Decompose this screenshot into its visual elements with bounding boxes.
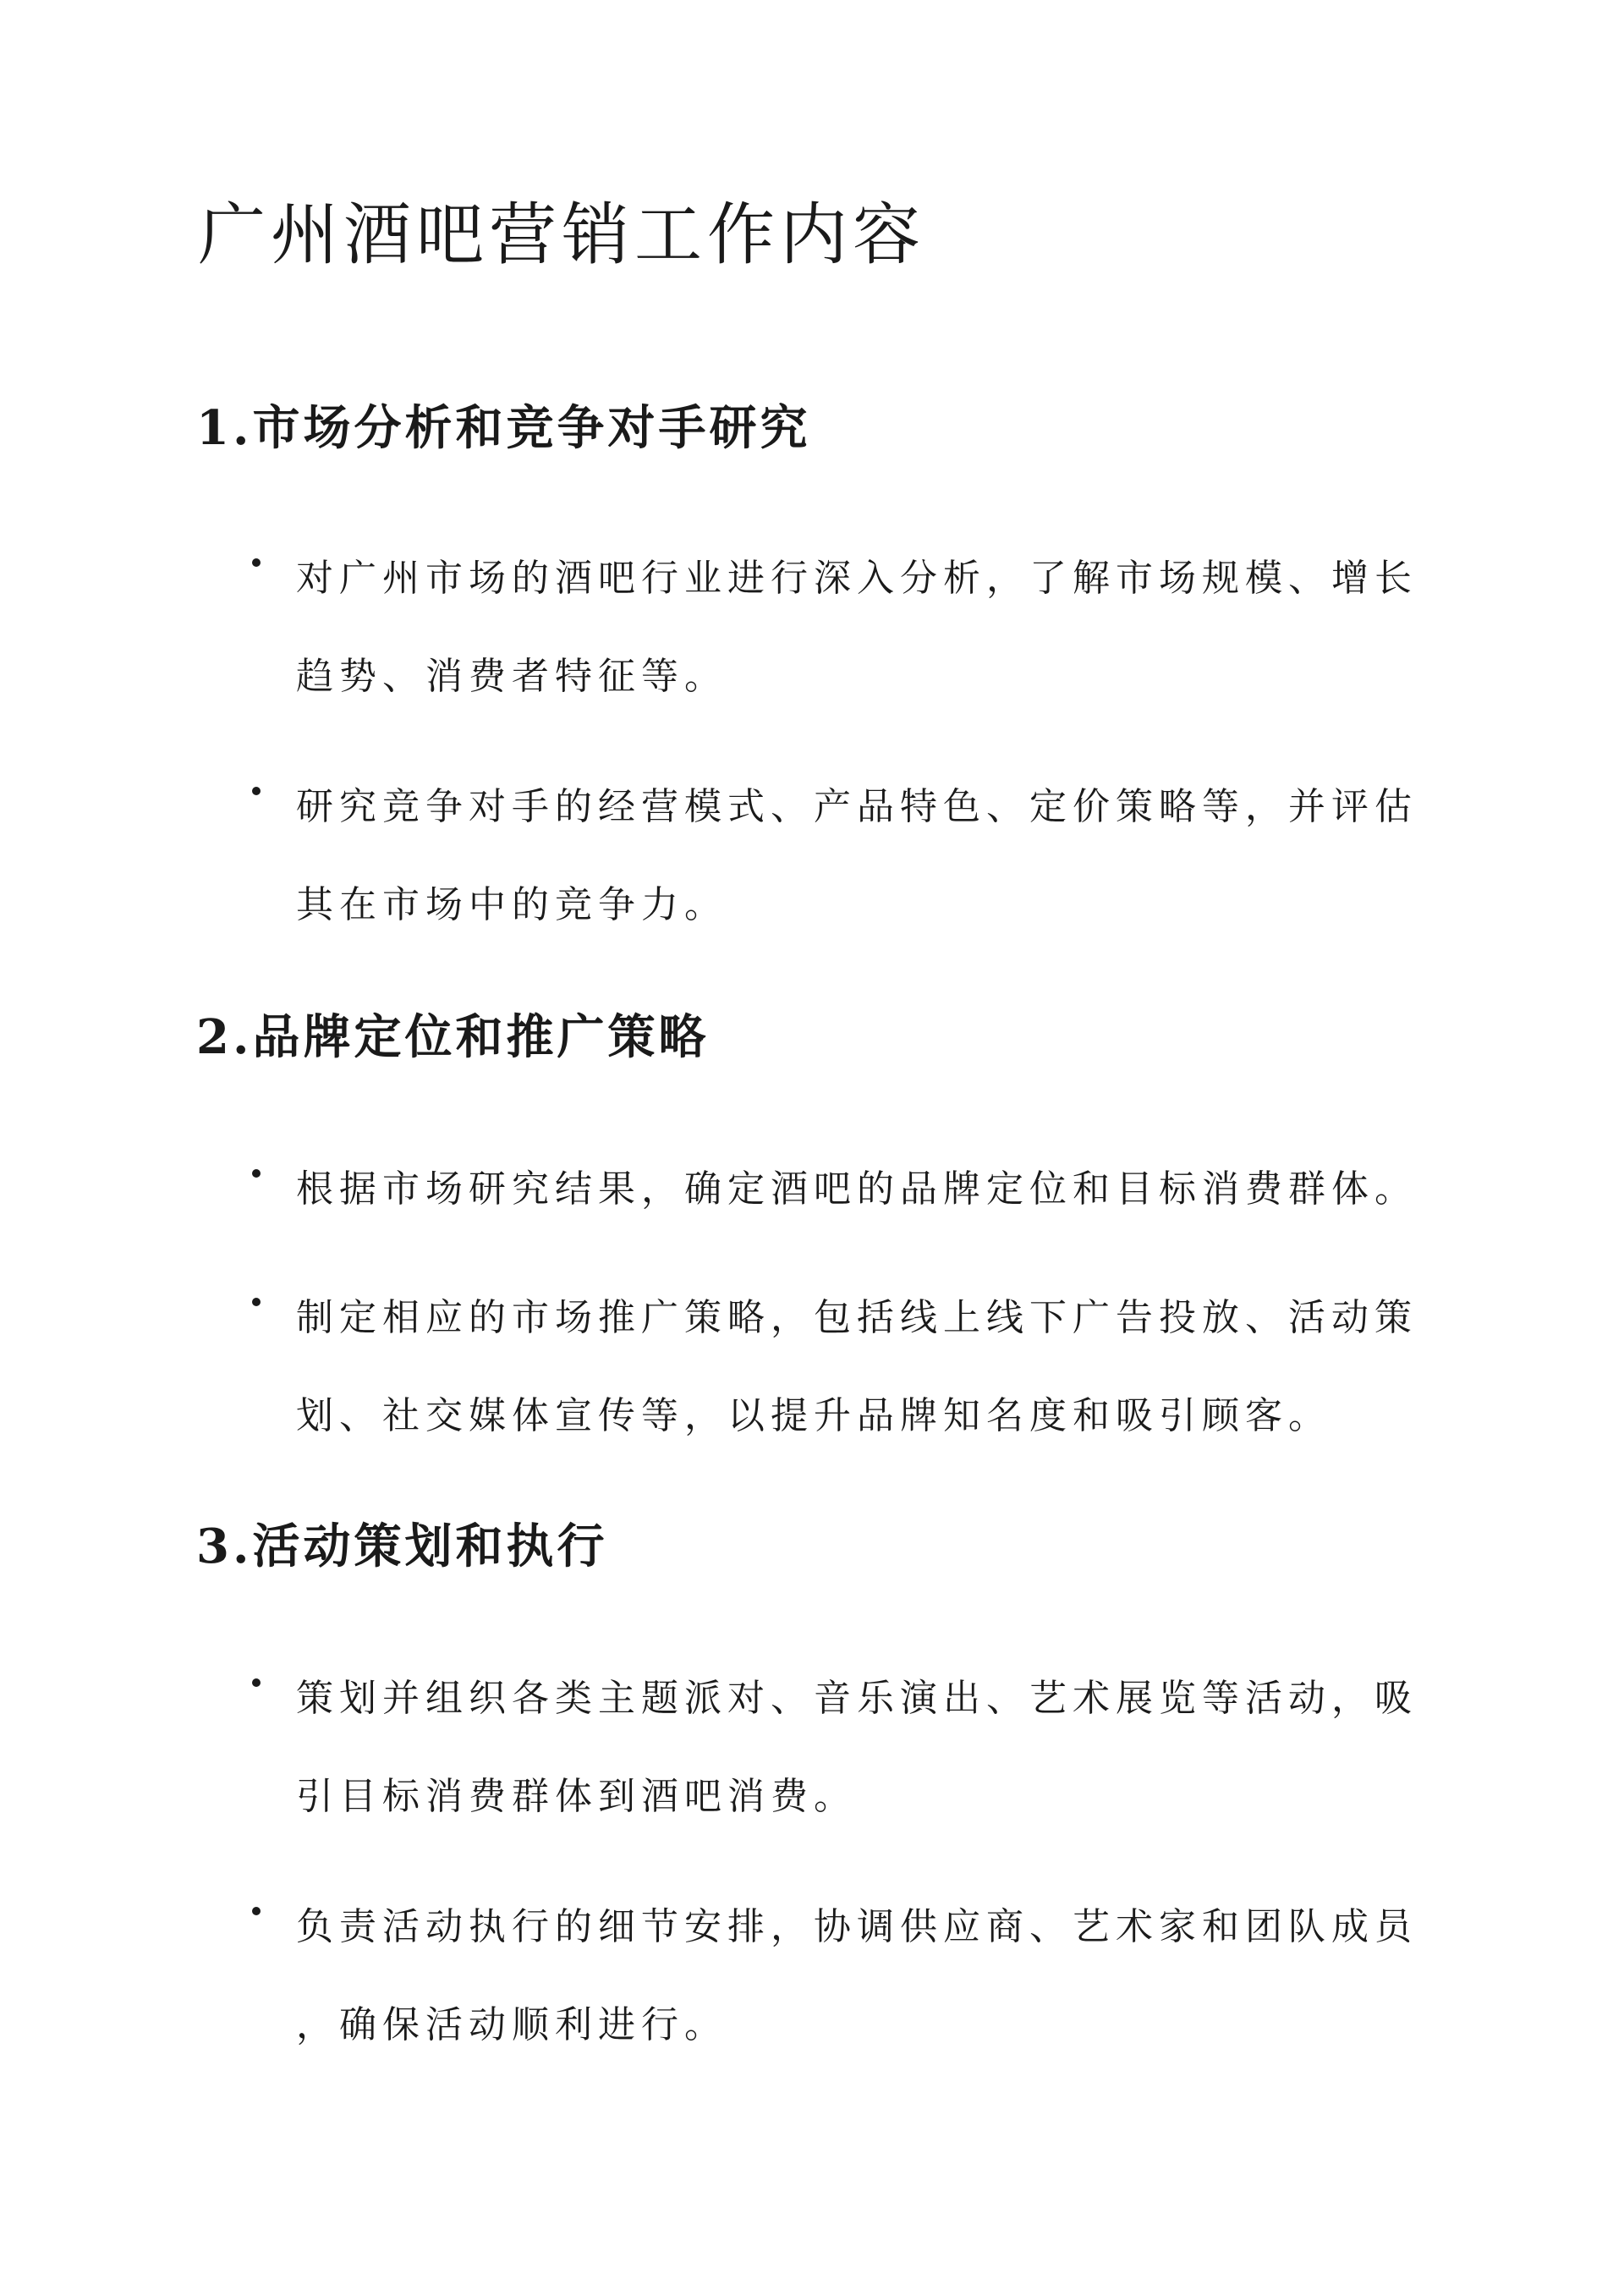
list-item-line: 划、社交媒体宣传等，以提升品牌知名度和吸引顾客。 <box>296 1394 1331 1437</box>
list-item-line: 其在市场中的竞争力。 <box>296 883 727 926</box>
list-item-line: 研究竞争对手的经营模式、产品特色、定价策略等，并评估 <box>296 785 1418 828</box>
bullet-icon <box>252 1169 261 1178</box>
list-item <box>296 530 1418 726</box>
list-item <box>296 1140 1418 1239</box>
list-item-line: ，确保活动顺利进行。 <box>296 2003 727 2046</box>
bullet-icon <box>252 1298 261 1306</box>
list-item-line: 策划并组织各类主题派对、音乐演出、艺术展览等活动，吸 <box>296 1677 1418 1720</box>
list-item <box>296 1878 1418 2074</box>
bullet-icon <box>252 558 261 567</box>
list-item-line: 根据市场研究结果，确定酒吧的品牌定位和目标消费群体。 <box>296 1167 1418 1211</box>
list-item <box>296 1650 1418 1846</box>
bullet-icon <box>252 1678 261 1687</box>
section-heading-1: 1.市场分析和竞争对手研究 <box>196 400 811 456</box>
list-item-line: 制定相应的市场推广策略，包括线上线下广告投放、活动策 <box>296 1296 1418 1339</box>
bullet-icon <box>252 1907 261 1915</box>
document-title: 广州酒吧营销工作内容 <box>198 195 925 274</box>
list-item-line: 负责活动执行的细节安排，协调供应商、艺术家和团队成员 <box>296 1905 1418 1948</box>
list-item <box>296 1269 1418 1465</box>
list-item-line: 引目标消费群体到酒吧消费。 <box>296 1775 857 1818</box>
bullet-icon <box>252 787 261 795</box>
list-item-line: 对广州市场的酒吧行业进行深入分析，了解市场规模、增长 <box>296 557 1418 600</box>
list-item-line: 趋势、消费者特征等。 <box>296 655 727 698</box>
section-heading-2: 2.品牌定位和推广策略 <box>196 1009 710 1065</box>
list-item <box>296 758 1418 954</box>
section-heading-3: 3.活动策划和执行 <box>196 1519 608 1574</box>
